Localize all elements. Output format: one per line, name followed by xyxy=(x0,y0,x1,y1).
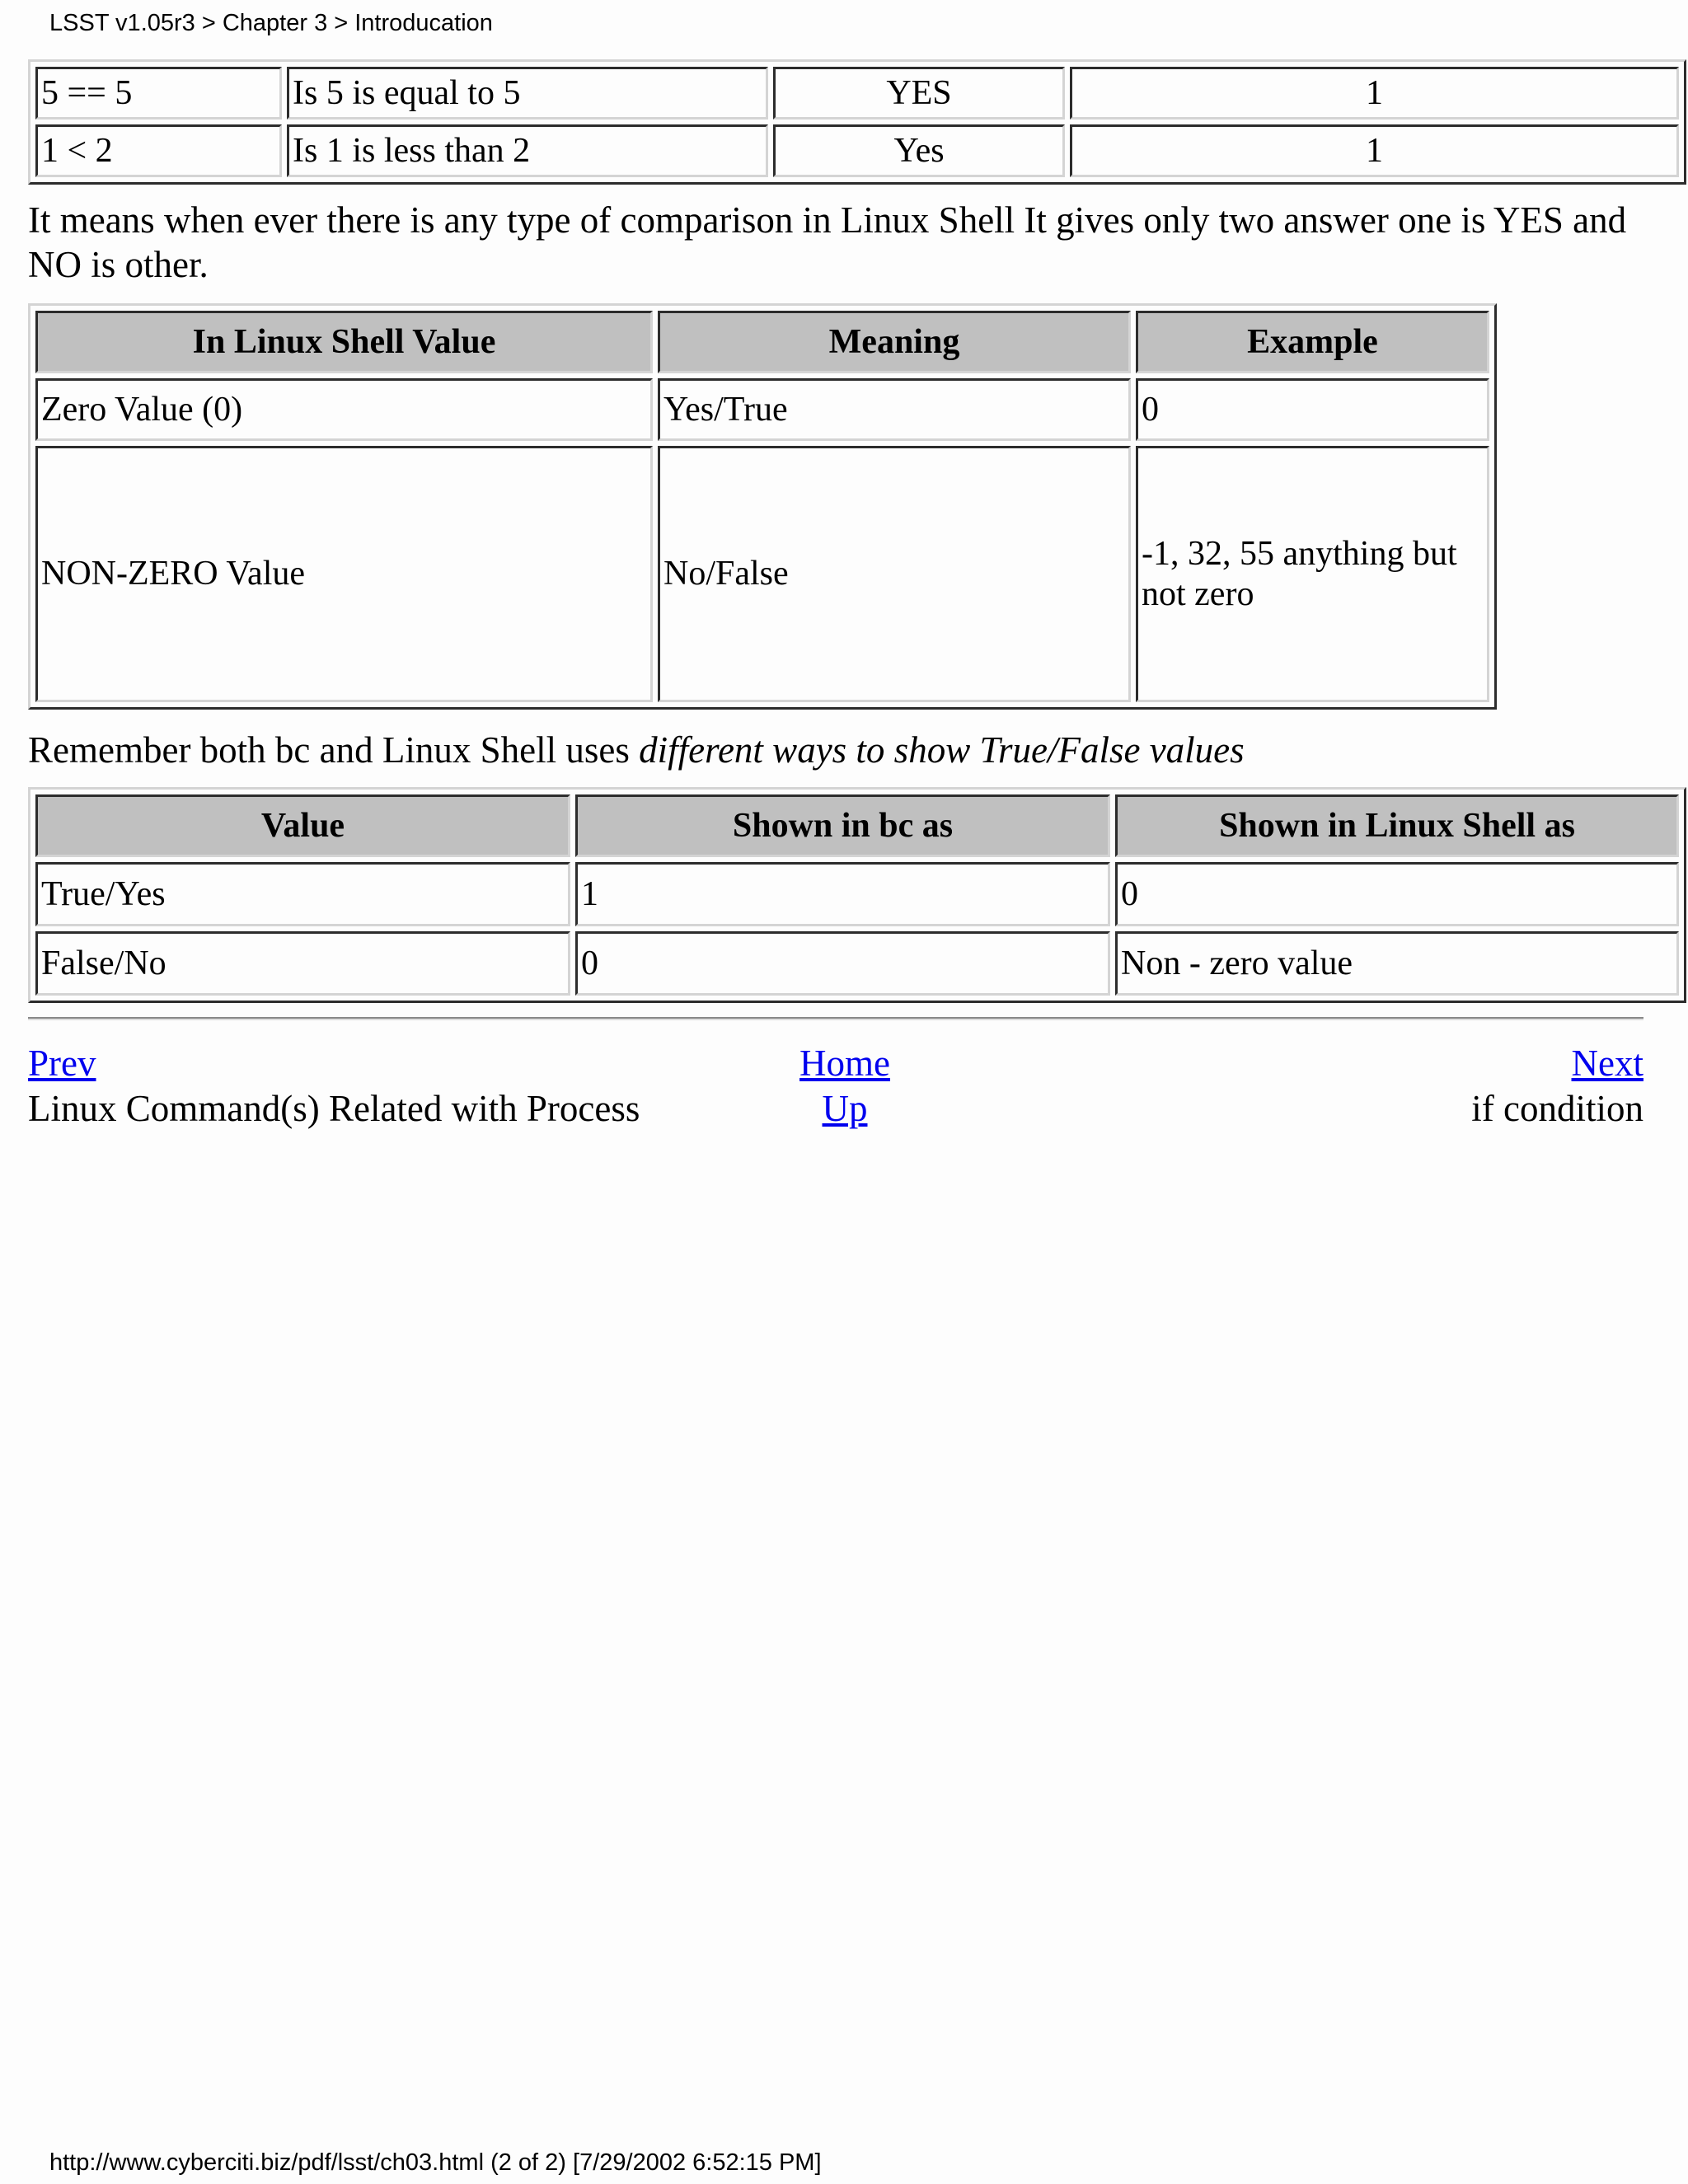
note-plain-text: Remember both bc and Linux Shell uses xyxy=(28,729,640,771)
answer-cell: Yes xyxy=(773,124,1065,177)
column-header: Example xyxy=(1136,311,1489,373)
table-header-row xyxy=(35,794,1679,857)
column-header: In Linux Shell Value xyxy=(35,311,653,373)
note-emphasis-text: different ways to show True/False values xyxy=(639,729,1245,771)
shell-cell: Non - zero value xyxy=(1115,931,1679,996)
bc-cell: 0 xyxy=(575,931,1110,996)
value-cell: False/No xyxy=(35,931,570,996)
home-link[interactable]: Home xyxy=(799,1043,890,1084)
table-row xyxy=(35,931,1679,996)
page-footer-url: http://www.cyberciti.biz/pdf/lsst/ch03.html (2 of 2) [7/29/2002 6:52:15 PM] xyxy=(49,2149,822,2176)
example-cell: -1, 32, 55 anything but not zero xyxy=(1136,446,1489,702)
shell-value-cell: Zero Value (0) xyxy=(35,378,653,441)
column-header: Shown in bc as xyxy=(575,794,1110,857)
expression-cell: 1 < 2 xyxy=(35,124,282,177)
truth-value-table xyxy=(28,787,1686,1003)
bc-value-cell: 1 xyxy=(1070,124,1679,177)
nav-prev-block xyxy=(28,1041,640,1132)
table-row xyxy=(35,378,1489,441)
column-header: Meaning xyxy=(658,311,1131,373)
true-false-note-paragraph xyxy=(28,728,1660,772)
table-row xyxy=(35,67,1679,120)
bc-cell: 1 xyxy=(575,862,1110,926)
meaning-cell: No/False xyxy=(658,446,1131,702)
next-page-title: if condition xyxy=(1471,1088,1643,1129)
prev-link[interactable]: Prev xyxy=(28,1043,96,1084)
meaning-cell: Yes/True xyxy=(658,378,1131,441)
prev-page-title: Linux Command(s) Related with Process xyxy=(28,1088,640,1129)
answer-cell: YES xyxy=(773,67,1065,120)
page-header-breadcrumb: LSST v1.05r3 > Chapter 3 > Introducation xyxy=(49,10,493,36)
nav-next-block xyxy=(1471,1041,1643,1132)
column-header: Shown in Linux Shell as xyxy=(1115,794,1679,857)
next-link[interactable]: Next xyxy=(1571,1043,1643,1084)
table-row xyxy=(35,446,1489,702)
expression-cell: 5 == 5 xyxy=(35,67,282,120)
shell-cell: 0 xyxy=(1115,862,1679,926)
nav-center-block xyxy=(742,1041,948,1132)
example-cell: 0 xyxy=(1136,378,1489,441)
table-row xyxy=(35,124,1679,177)
up-link[interactable]: Up xyxy=(822,1088,868,1129)
navigation-divider xyxy=(28,1017,1643,1020)
comparison-explanation-paragraph: It means when ever there is any type of comparison in Linux Shell It gives only two answer one is YES and NO is other. xyxy=(28,199,1627,285)
shell-value-table xyxy=(28,303,1497,710)
description-cell: Is 5 is equal to 5 xyxy=(287,67,768,120)
column-header: Value xyxy=(35,794,570,857)
description-cell: Is 1 is less than 2 xyxy=(287,124,768,177)
comparison-table xyxy=(28,59,1686,185)
value-cell: True/Yes xyxy=(35,862,570,926)
shell-value-cell: NON-ZERO Value xyxy=(35,446,653,702)
table-row xyxy=(35,862,1679,926)
bc-value-cell: 1 xyxy=(1070,67,1679,120)
table-header-row xyxy=(35,311,1489,373)
